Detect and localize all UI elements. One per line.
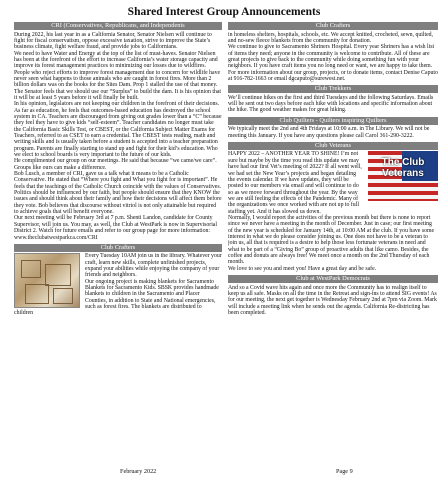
crafters-paragraph: Our ongoing project is making blankets for Sacramento Blankets for Sacramento Kids. SBSK provides handmade blankets to children in the Sacramento and Placer Counties, in addition to State and National emergencies, such as forest fires. The blankets are distributed to children (14, 278, 219, 317)
westpark-paragraph: And so a Covid wave hits again and once more the Community has to realign itself to keep us all safe. Masks on all the time in the Retreat and sign-ins to attend SIG events! As for our meeting, the next get together is Wednesday February 2nd at 7pm via Zoom. Mark will include a meeting link when he sends out the agenda. California Re-districting has been completed. (228, 284, 437, 316)
cri-paragraph: Our next meeting will be February 3rd at 7 p.m. Shenti Landon, candidate for County Supervisor, will join us. You may, as well, the Club at WestPark is now in Supervisorial District 2. Watch for future emails and refer to our group page for more information: (14, 215, 217, 235)
veterans-paragraph: Normally, I would report the activities of the previous month but there is none to report since we never have a meeting in the month of December. Just in case; our first meeting of the new year is scheduled for January 14th, at 10:00 AM at the club. If you have some interest in what we do please consider joining us. One does not have to be a veteran to join us, all that is required is a desire to help those less fortunate veterans in need and what to be part of a “Giving Bo” group of proactive adults that like camo. Besides, the coffee and donuts are always free! We meet once a month on the 2nd Thursday of each month. (228, 214, 435, 266)
left-column (14, 22, 222, 317)
section-header-westpark-democrats: Club at WestPark Democrats (228, 275, 438, 283)
cri-paragraph: During 2022, his last year in as a California Senator, Senator Nielsen will continue to fight for fiscal conservatism, oppose excessive taxation, strive to improve the State’s business climate, fight welfare fraud, and provide jobs to Californians. (14, 31, 212, 51)
section-header-crafters: Club Crafters (14, 244, 222, 252)
cri-link[interactable]: www.theclubatwestparkca.com/CRI (14, 234, 98, 241)
crafters-photo (14, 253, 80, 308)
cri-paragraph: We need to have Water and Energy at the top of the list of must-haves. Senator Nielsen has been at the forefront of the effort to increase California’s water storage capacity and improve its forest management practices to minimizing our losses due to wildfires. People who reject efforts to improve forest management due to concern for wildlife have never seen what happens to those animals who are caught in forest fires. More than 2 billion dollars was on the books for the Sites Dam. Prop 1 stalled the use of that money. The Senator feels that we should use our “Surplus” to build the dam. It is his opinion that it will be at least 5 years before it will finally be built. (14, 50, 222, 101)
crafters-section (14, 253, 222, 316)
club-veterans-logo (368, 151, 438, 201)
page-title: Shared Interest Group Announcements (127, 6, 321, 18)
veterans-paragraph: HAPPY 2022 – ANOTHER YEAR TO SHINE! I’m not sure but maybe by the time you read this update we may have had our first Vet’s meeting of 2022? If all went well, we had set the New Year’s projects and began detailing the events calendar. If we have updates, they will be posted to our members via email and will continue to do so as we move forward throughout the year. By the way we are still feeling the effects of the Pandemic. Many of the organizations we once worked with are not up to full staffing yet. And it has slowed us down. (228, 151, 362, 215)
footer-page-number: Page 9 (336, 468, 353, 475)
veterans-section (228, 151, 438, 275)
section-header-trekkers: Club Trekkers (228, 85, 438, 93)
cri-paragraph: He complimented our group on our meetings. He said that because “we came/we care”. Groups like ours can make a difference. (14, 158, 217, 171)
trekkers-paragraph: We’ll continue hikes on the first and third Tuesdays and the following Saturdays. Emails will be sent out two days before each hike with locations and specific information about the hike. The good weather makes for great hiking. (228, 94, 434, 114)
quilters-paragraph: We typically meet the 2nd and 4th Fridays at 10:00 a.m. in The Library. We will not be meeting this January. If you have any questions please call Carol 361-290-3222. (228, 126, 430, 139)
section-header-quilters: Club Quilters - Quilters inspiring Quilters (228, 117, 438, 125)
section-header-veterans: Club Veterans (228, 142, 438, 150)
club-veterans-logo-text: The Club Veterans (381, 157, 425, 180)
veterans-paragraph: We love to see you and meet you! Have a great day and be safe. (228, 265, 377, 272)
crafters-paragraph: We continue to give to Sacramento Shriners Hospital. Every year Shriners has a wish list of items they need; anyone in the community is welcome to contribute. All of these are great projects to give back to the community while doing something fun with your neighbors. If you have craft items you no long need or want, we are happy to take them. For more information about our group, projects, or to donate items, contact Denise Caputo at 916-782-1663 or email dgcaputo@surewest.net. (228, 44, 438, 82)
crafters-paragraph: in homeless shelters, hospitals, schools, etc. We accept knitted, crocheted, sewn, quilted, and no-sew fleece blankets from the community for donation. (228, 31, 434, 44)
crafters-paragraph: Every Tuesday 10AM join us in the library. Whatever your craft, learn new skills, complete unfinished projects, expand your abilities while enjoying the company of your friends and neighbors. (85, 253, 222, 279)
right-column (228, 22, 438, 316)
section-header-crafters: Club Crafters (228, 22, 438, 30)
section-header-cri: CRI (Conservatives, Republicans, and Independents (14, 22, 222, 30)
cri-paragraph: In his opinion, legislators are not keeping our children in the forefront of their decisions. As far as education, he feels that outcomes-based education has destroyed the school system in CA. Teachers are discouraged from giving out grades lower than a “C” because they feel they have to give kids “self-esteem”. Teacher candidates no longer must take the California Basic Skills Test, or CBEST, or the California Subject Matter Exams for Teachers, referred to as CSET to earn a credential. The CBEST tests reading, math and writing skills and is usually taken before a student is accepted into a teacher preparation program. Parents are finally starting to stand up and fight for their kid’s education. Who we elect to school boards is very important to the future of our kids. (14, 101, 222, 159)
cri-paragraph: Bob Lusch, a member of CRI, gave us a talk what it means to be a Catholic Conservative. He stated that “Where you fight and What you fight for is important”. He feels that the teachings of the Catholic Church coincide with the values of Conservatives. Politics should be influenced by our faith, but people should ensure that they KNOW the issues and should think about their family and how their decisions will affect them before they vote. Bob believes that discourse without vitriol is not only attainable but required to achieve goals that will benefit everyone. (14, 171, 222, 216)
footer-date: February 2022 (120, 468, 157, 475)
